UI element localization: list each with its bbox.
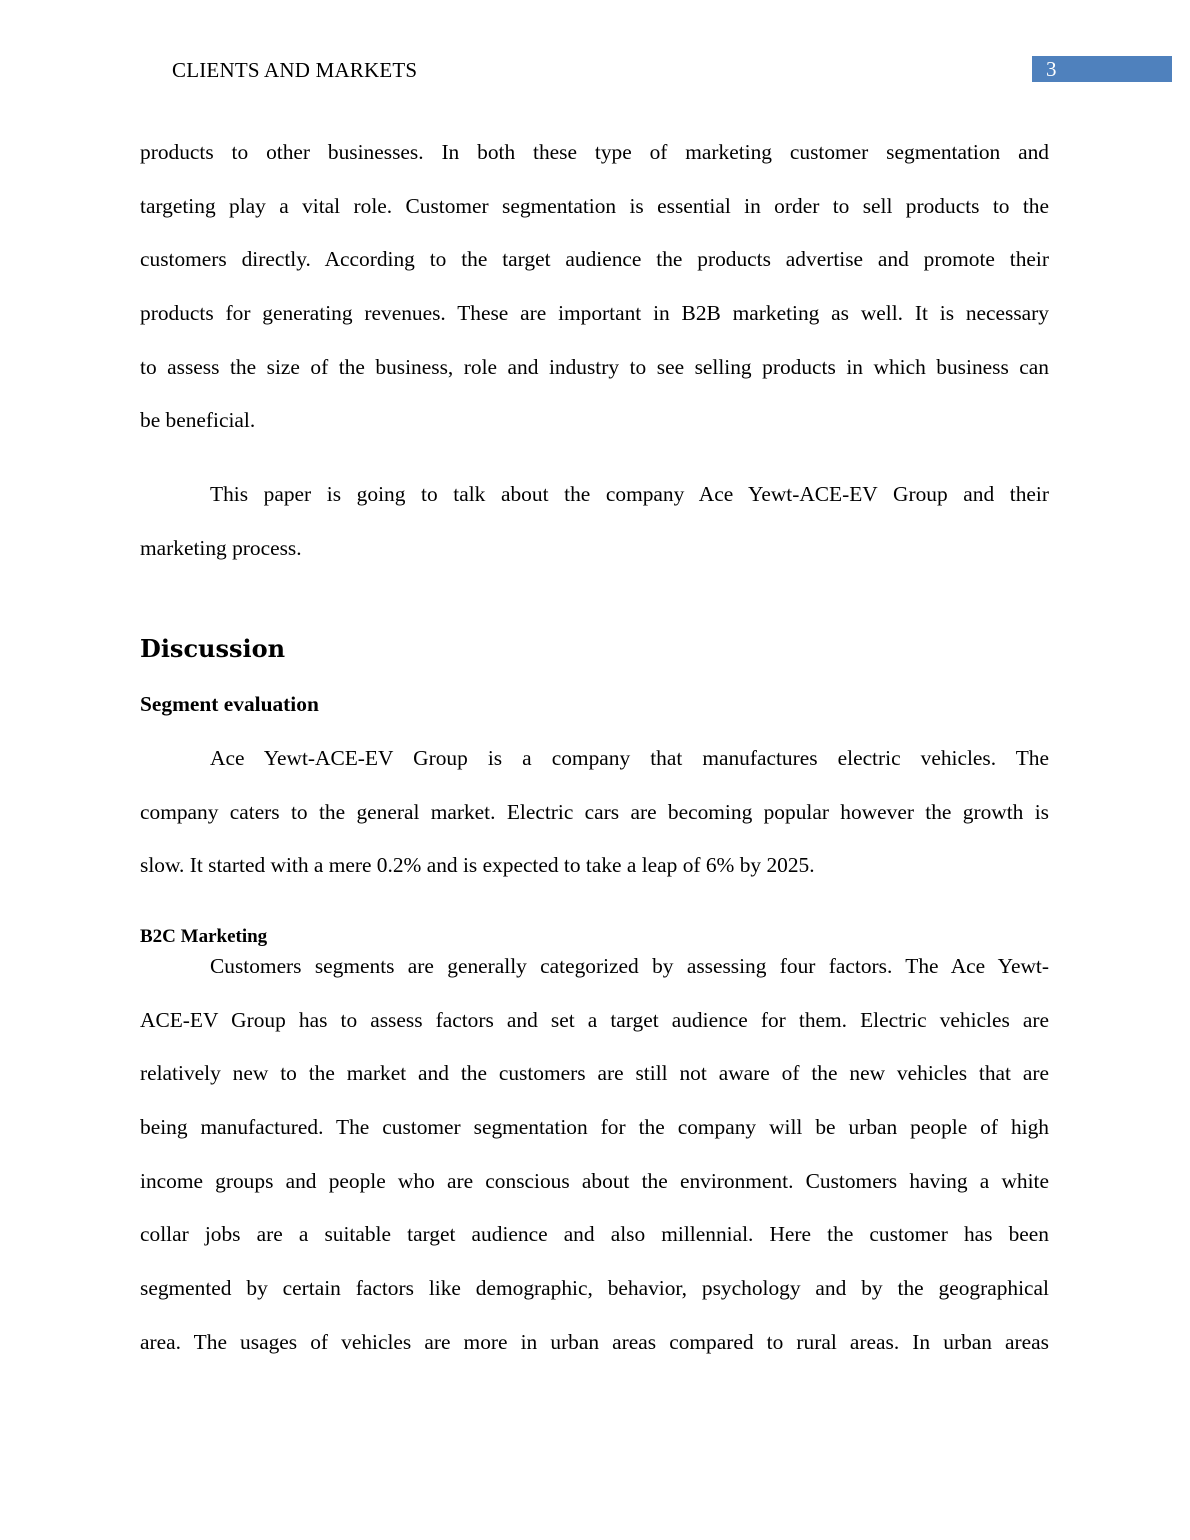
text-line: area. The usages of vehicles are more in urban areas compared to rural areas. In urban areas xyxy=(140,1329,1049,1354)
text-line: to assess the size of the business, role and industry to see selling products in which business can xyxy=(140,354,1049,379)
text-line: slow. It started with a mere 0.2% and is expected to take a leap of 6% by 2025. xyxy=(140,853,815,878)
text-line: relatively new to the market and the customers are still not aware of the new vehicles that are xyxy=(140,1061,1049,1086)
page-number-box xyxy=(1032,56,1172,82)
text-line: products to other businesses. In both these type of marketing customer segmentation and xyxy=(140,140,1049,164)
text-line: ACE-EV Group has to assess factors and set a target audience for them. Electric vehicles are xyxy=(140,1007,1049,1032)
text-line: company caters to the general market. Electric cars are becoming popular however the growth is xyxy=(140,799,1049,824)
text-line: collar jobs are a suitable target audience and also millennial. Here the customer has been xyxy=(140,1222,1049,1247)
paragraph-purpose xyxy=(140,468,1049,575)
running-header-title: CLIENTS AND MARKETS xyxy=(172,58,418,82)
text-line: being manufactured. The customer segmentation for the company will be urban people of high xyxy=(140,1115,1049,1140)
text-line: This paper is going to talk about the company Ace Yewt-ACE-EV Group and their xyxy=(210,482,1049,506)
text-line: be beneficial. xyxy=(140,408,256,433)
heading-b2c-marketing: B2C Marketing xyxy=(140,926,268,947)
text-line: products for generating revenues. These are important in B2B marketing as well. It is necessary xyxy=(140,301,1049,326)
paragraph-b2c-marketing xyxy=(140,940,1049,1370)
text-line: income groups and people who are conscious about the environment. Customers having a white xyxy=(140,1168,1049,1193)
text-line: Customers segments are generally categorized by assessing four factors. The Ace Yewt- xyxy=(210,954,1049,978)
text-line: customers directly. According to the target audience the products advertise and promote their xyxy=(140,247,1049,272)
text-line: marketing process. xyxy=(140,535,302,560)
heading-segment-evaluation: Segment evaluation xyxy=(140,692,319,716)
text-line: Ace Yewt-ACE-EV Group is a company that manufactures electric vehicles. The xyxy=(210,746,1049,770)
heading-discussion: Discussion xyxy=(140,634,286,663)
text-line: segmented by certain factors like demographic, behavior, psychology and by the geographical xyxy=(140,1276,1049,1301)
text-line: targeting play a vital role. Customer segmentation is essential in order to sell products to the xyxy=(140,193,1049,218)
paragraph-segment-evaluation xyxy=(140,732,1049,893)
page-number: 3 xyxy=(1046,57,1057,81)
paragraph-intro xyxy=(140,126,1049,448)
